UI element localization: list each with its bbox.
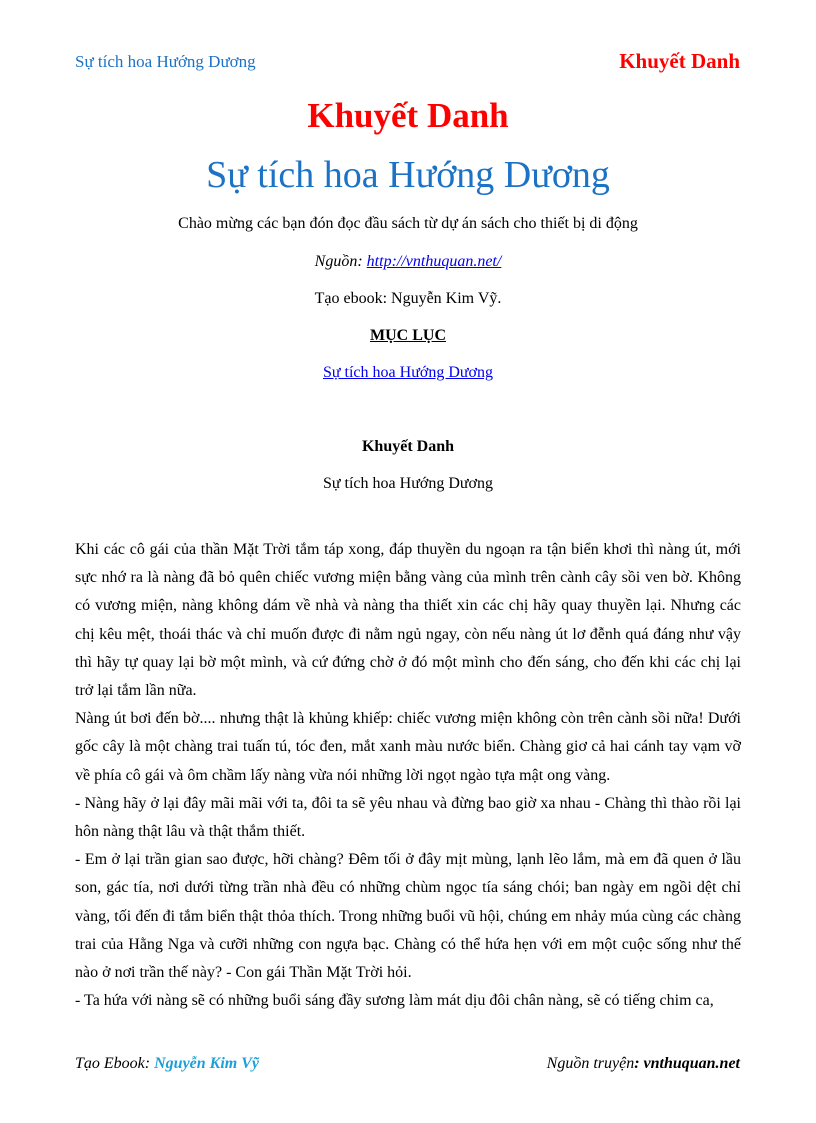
chapter-author: Khuyết Danh bbox=[361, 438, 455, 455]
chapter-body bbox=[75, 536, 741, 1015]
header-author: Khuyết Danh bbox=[619, 49, 740, 73]
toc-list bbox=[0, 364, 816, 382]
source-label: Nguồn: bbox=[314, 253, 367, 270]
footer-source-sep: : bbox=[634, 1055, 644, 1072]
footer-ebook-name: Nguyễn Kim Vỹ bbox=[154, 1055, 259, 1072]
footer-source bbox=[547, 1055, 740, 1073]
title-author: Khuyết Danh bbox=[307, 96, 509, 135]
welcome-text: Chào mừng các bạn đón đọc đầu sách từ dự án sách cho thiết bị di động bbox=[178, 215, 638, 232]
paragraph: Nàng út bơi đến bờ.... nhưng thật là khủng khiếp: chiếc vương miện không còn trên cành sồi nữa! Dưới gốc cây là một chàng trai tuấn tú, tóc đen, mắt xanh màu nước biển. Chàng giơ cả hai cánh tay vạm vỡ về phía cô gái và ôm chầm lấy nàng vừa nói những lời ngọt ngào tựa mật ong vàng. bbox=[75, 710, 741, 784]
title-book: Sự tích hoa Hướng Dương bbox=[206, 154, 610, 196]
footer-source-site: vnthuquan.net bbox=[643, 1055, 740, 1072]
chapter-title: Sự tích hoa Hướng Dương bbox=[322, 475, 494, 492]
toc-heading: MỤC LỤC bbox=[370, 327, 446, 344]
paragraph: - Em ở lại trần gian sao được, hỡi chàng? Đêm tối ở đây mịt mùng, lạnh lẽo lắm, mà em đã quen ở lầu son, gác tía, nơi dưới từng trần nhà đều có những chùm ngọc tía sáng chói; ban ngày em ngồi dệt chỉ vàng, tối đến đi tắm biển thật thỏa thích. Trong những buổi vũ hội, chúng em nhảy múa cùng các chàng trai của Hằng Nga và cưỡi những con ngựa bạc. Chàng có thể hứa hẹn với em một cuộc sống như thế nào ở nơi trần thế này? - Con gái Thần Mặt Trời hỏi. bbox=[75, 851, 741, 982]
ebook-credit: Tạo ebook: Nguyễn Kim Vỹ. bbox=[314, 290, 502, 307]
toc-link[interactable]: Sự tích hoa Hướng Dương bbox=[322, 364, 494, 381]
source-line bbox=[0, 253, 816, 271]
header-book-title: Sự tích hoa Hướng Dương bbox=[75, 52, 256, 71]
footer-source-label: Nguồn truyện bbox=[546, 1055, 635, 1072]
footer-ebook-credit bbox=[75, 1055, 259, 1073]
source-link[interactable]: http://vnthuquan.net/ bbox=[366, 253, 502, 270]
paragraph: - Nàng hãy ở lại đây mãi mãi với ta, đôi ta sẽ yêu nhau và đừng bao giờ xa nhau - Chàng thì thào rồi lại hôn nàng thật lâu và thật thắm thiết. bbox=[75, 794, 741, 841]
footer-ebook-label: Tạo Ebook bbox=[75, 1055, 145, 1072]
paragraph: Khi các cô gái của thần Mặt Trời tắm táp xong, đáp thuyền du ngoạn ra tận biển khơi thì nàng út, mới sực nhớ ra là nàng đã bỏ quên chiếc vương miện bằng vàng của mình trên cành cây sồi ven bờ. Không có vương miện, nàng không dám về nhà và nàng tha thiết xin các chị hãy quay thuyền lại. Nhưng các chị kêu mệt, thoái thác và chỉ muốn được đi nằm ngủ ngay, còn nếu nàng út lơ đễnh quá đáng như vậy thì hãy tự quay lại bờ một mình, và cứ đứng chờ ở đó một mình cho đến sáng, cho đến khi các chị lại trở lại tắm lần nữa. bbox=[75, 541, 741, 700]
paragraph: - Ta hứa với nàng sẽ có những buổi sáng đầy sương làm mát dịu đôi chân nàng, sẽ có tiếng chim ca, bbox=[75, 992, 714, 1010]
footer-ebook-sep: : bbox=[144, 1055, 155, 1072]
